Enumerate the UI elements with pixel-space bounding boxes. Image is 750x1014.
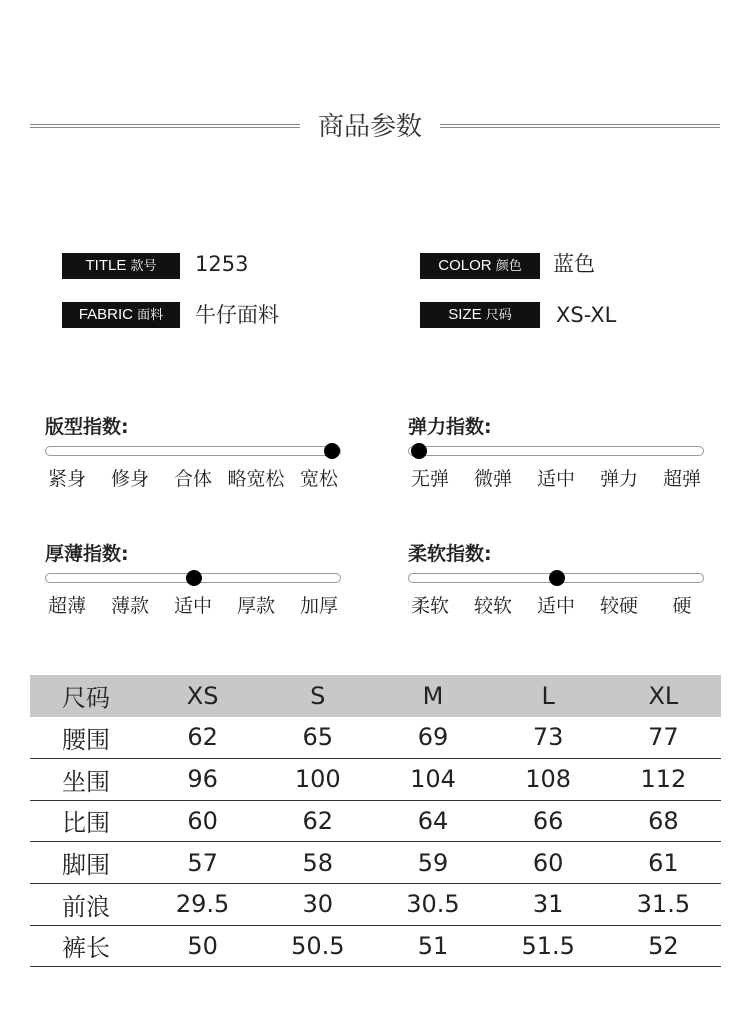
table-row	[30, 925, 721, 967]
measurement-value: 52	[606, 925, 721, 967]
fit-option: 略宽松	[227, 468, 285, 490]
softness-index-options	[408, 591, 704, 617]
measurement-value: 60	[491, 842, 606, 884]
stretch-option: 微弹	[473, 468, 513, 490]
fit-option: 合体	[173, 468, 213, 490]
fit-index-knob	[324, 443, 340, 459]
measurement-value: 68	[606, 800, 721, 842]
fabric-tag-cn: 面料	[137, 308, 164, 323]
title-value: 1253	[195, 252, 249, 276]
measurement-name: 腰围	[30, 717, 145, 759]
thickness-option: 加厚	[299, 595, 339, 617]
fabric-value: 牛仔面料	[195, 303, 279, 327]
size-table-body	[30, 717, 721, 967]
color-value: 蓝色	[553, 252, 595, 276]
softness-option: 硬	[672, 595, 692, 617]
softness-index-label: 柔软指数:	[408, 543, 492, 565]
measurement-value: 58	[260, 842, 375, 884]
stretch-option: 弹力	[599, 468, 639, 490]
measurement-name: 比围	[30, 800, 145, 842]
measurement-name: 前浪	[30, 883, 145, 925]
measurement-value: 61	[606, 842, 721, 884]
thickness-option: 适中	[173, 595, 213, 617]
softness-index	[408, 541, 704, 617]
fit-option: 宽松	[299, 468, 339, 490]
measurement-value: 62	[145, 717, 260, 759]
fit-index-label: 版型指数:	[45, 416, 129, 438]
measurement-name: 裤长	[30, 925, 145, 967]
fit-index-track	[45, 446, 341, 456]
measurement-value: 77	[606, 717, 721, 759]
measurement-value: 59	[375, 842, 490, 884]
softness-option: 柔软	[410, 595, 450, 617]
measurement-value: 100	[260, 758, 375, 800]
softness-index-track	[408, 573, 704, 583]
measurement-value: 64	[375, 800, 490, 842]
measurement-value: 73	[491, 717, 606, 759]
table-row	[30, 800, 721, 842]
measurement-value: 51.5	[491, 925, 606, 967]
measurement-value: 57	[145, 842, 260, 884]
fabric-tag-en: FABRIC	[78, 306, 133, 323]
size-tag-en: SIZE	[448, 306, 482, 323]
softness-option: 较硬	[599, 595, 639, 617]
size-value: XS-XL	[556, 303, 617, 327]
stretch-index-options	[408, 464, 704, 490]
table-row	[30, 883, 721, 925]
fit-index	[45, 414, 341, 490]
stretch-index	[408, 414, 704, 490]
header-divider-left	[30, 124, 300, 128]
measurement-value: 112	[606, 758, 721, 800]
table-row	[30, 717, 721, 759]
thickness-index-label: 厚薄指数:	[45, 543, 129, 565]
size-table-column-header: L	[491, 675, 606, 717]
size-table-column-header: XS	[145, 675, 260, 717]
color-tag	[420, 253, 540, 279]
color-tag-en: COLOR	[438, 257, 492, 274]
title-tag	[62, 253, 180, 279]
measurement-value: 30	[260, 883, 375, 925]
measurement-value: 62	[260, 800, 375, 842]
measurement-value: 108	[491, 758, 606, 800]
stretch-option: 超弹	[662, 468, 702, 490]
measurement-value: 50.5	[260, 925, 375, 967]
title-tag-cn: 款号	[130, 259, 157, 274]
measurement-value: 29.5	[145, 883, 260, 925]
title-tag-en: TITLE	[85, 257, 127, 274]
measurement-value: 104	[375, 758, 490, 800]
measurement-value: 66	[491, 800, 606, 842]
stretch-index-track	[408, 446, 704, 456]
measurement-name: 脚围	[30, 842, 145, 884]
size-tag-cn: 尺码	[485, 308, 512, 323]
stretch-index-knob	[411, 443, 427, 459]
stretch-option: 无弹	[410, 468, 450, 490]
measurement-value: 51	[375, 925, 490, 967]
thickness-index-options	[45, 591, 341, 617]
thickness-option: 薄款	[110, 595, 150, 617]
fit-option: 修身	[110, 468, 150, 490]
measurement-value: 60	[145, 800, 260, 842]
thickness-index	[45, 541, 341, 617]
measurement-value: 96	[145, 758, 260, 800]
softness-option: 适中	[536, 595, 576, 617]
color-tag-cn: 颜色	[495, 259, 522, 274]
thickness-index-track	[45, 573, 341, 583]
page-title: 商品参数	[317, 112, 422, 142]
size-table-header	[30, 675, 721, 717]
measurement-value: 50	[145, 925, 260, 967]
size-table	[30, 675, 721, 967]
size-tag	[420, 302, 540, 328]
measurement-name: 坐围	[30, 758, 145, 800]
fit-option: 紧身	[47, 468, 87, 490]
table-row	[30, 842, 721, 884]
fit-index-options	[45, 464, 341, 490]
size-table-column-header: 尺码	[30, 675, 145, 717]
size-table-column-header: XL	[606, 675, 721, 717]
size-table-column-header: S	[260, 675, 375, 717]
measurement-value: 65	[260, 717, 375, 759]
measurement-value: 30.5	[375, 883, 490, 925]
measurement-value: 69	[375, 717, 490, 759]
softness-option: 较软	[473, 595, 513, 617]
stretch-option: 适中	[536, 468, 576, 490]
table-row	[30, 758, 721, 800]
softness-index-knob	[549, 570, 565, 586]
measurement-value: 31	[491, 883, 606, 925]
fabric-tag	[62, 302, 180, 328]
header-divider-right	[440, 124, 720, 128]
thickness-index-knob	[186, 570, 202, 586]
thickness-option: 厚款	[236, 595, 276, 617]
size-table-column-header: M	[375, 675, 490, 717]
stretch-index-label: 弹力指数:	[408, 416, 492, 438]
measurement-value: 31.5	[606, 883, 721, 925]
thickness-option: 超薄	[47, 595, 87, 617]
